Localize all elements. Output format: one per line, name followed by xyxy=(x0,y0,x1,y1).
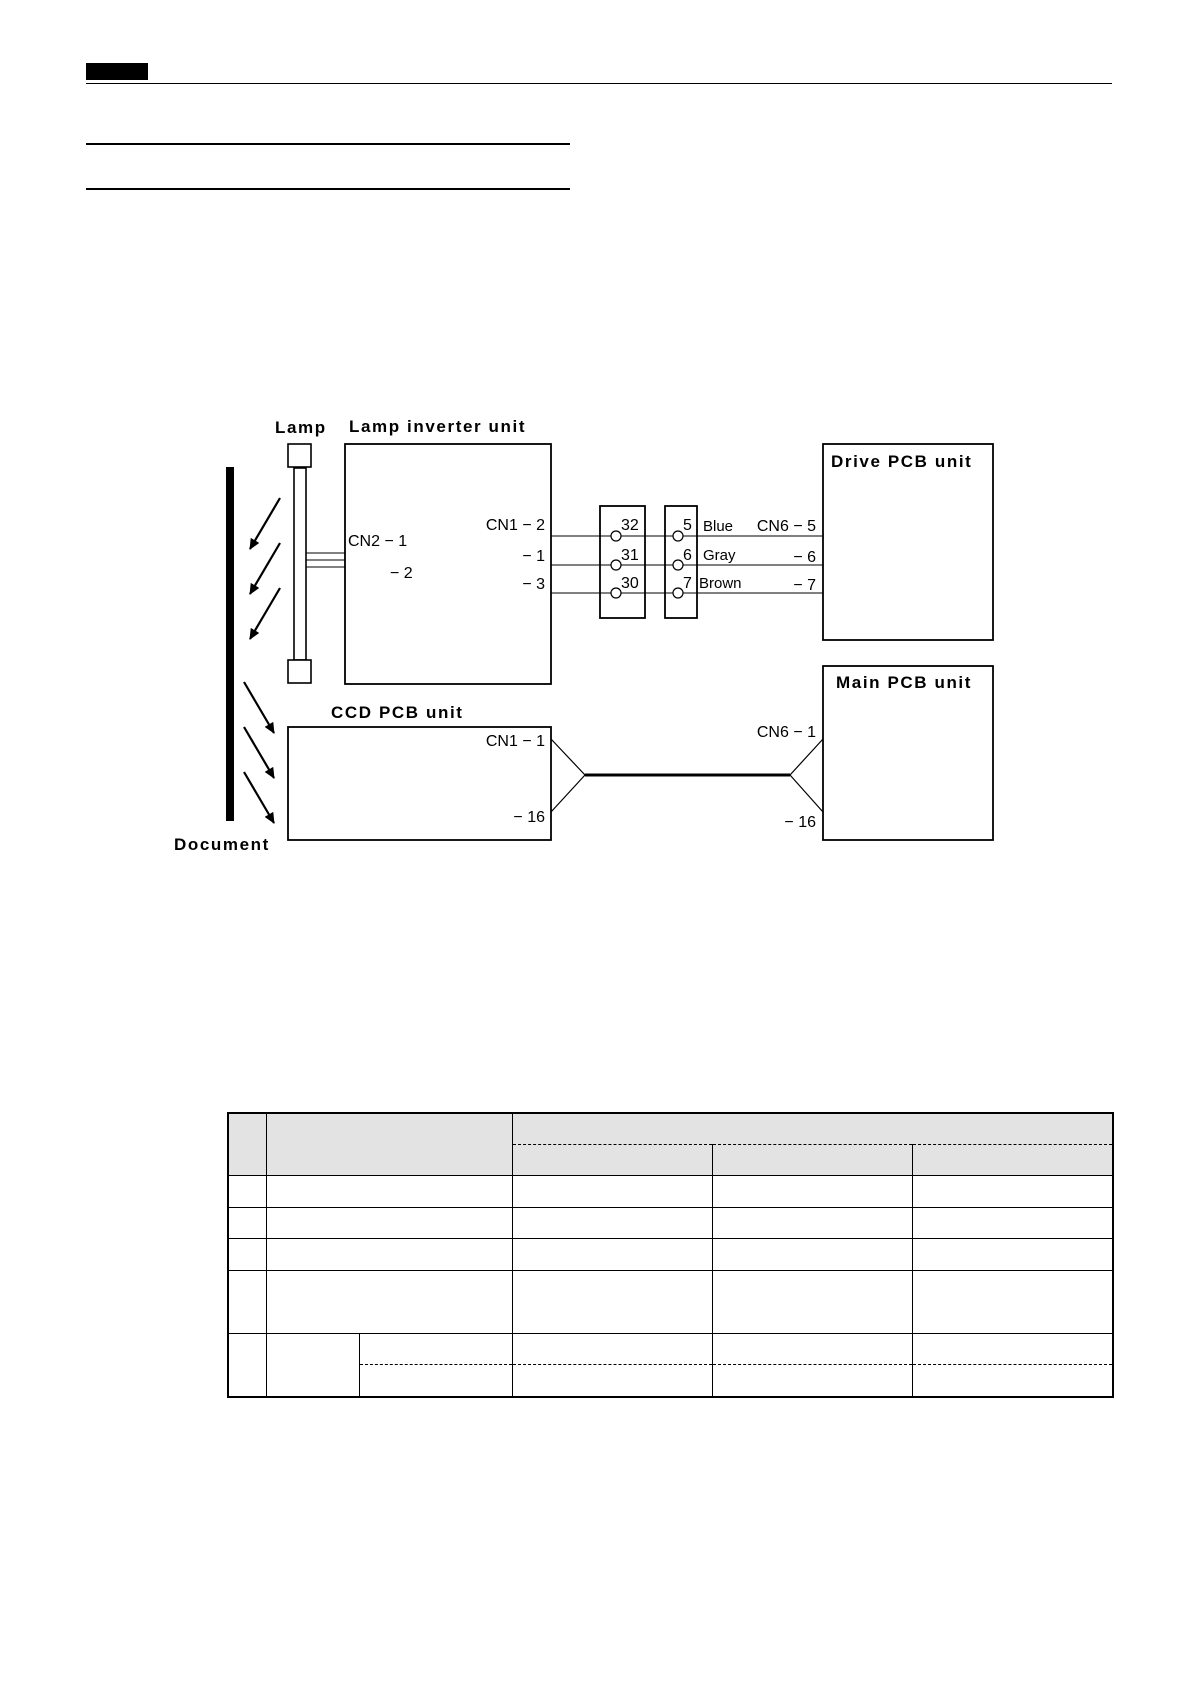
relay-pin-32: 32 xyxy=(621,517,639,534)
main-pcb-label: Main PCB unit xyxy=(836,673,973,692)
inverter-cn1-2: CN1 − 2 xyxy=(485,517,545,534)
wire-color-brown: Brown xyxy=(699,575,742,592)
ccd-harness xyxy=(551,739,823,812)
inverter-cn1-1: − 1 xyxy=(522,548,545,565)
main-cn6-16: − 16 xyxy=(784,814,816,831)
table-subheader xyxy=(912,1144,1113,1175)
table-header-group xyxy=(512,1113,1113,1144)
document-label: Document xyxy=(174,835,270,854)
drive-cn6-7: − 7 xyxy=(793,577,816,594)
table-subheader xyxy=(512,1144,712,1175)
table-row xyxy=(228,1365,1113,1397)
inverter-cn2-2: − 2 xyxy=(390,565,413,582)
main-cn6-1: CN6 − 1 xyxy=(756,724,816,741)
lamp-label: Lamp xyxy=(275,418,327,437)
light-arrows xyxy=(244,498,280,823)
drive-pcb-box xyxy=(823,444,993,640)
ccd-pcb-label: CCD PCB unit xyxy=(331,703,464,722)
table-header-number xyxy=(228,1113,266,1175)
relay-pin-30: 30 xyxy=(621,575,639,592)
inverter-cn2-1: CN2 − 1 xyxy=(348,533,408,550)
lamp-inverter-label: Lamp inverter unit xyxy=(349,417,527,436)
relay-pin-5: 5 xyxy=(683,517,692,534)
relay-pin-31: 31 xyxy=(621,547,639,564)
lamp-tube xyxy=(288,444,311,683)
drive-pcb-label: Drive PCB unit xyxy=(831,452,973,471)
lamp-inverter-box xyxy=(345,444,551,684)
drive-cn6-5: CN6 − 5 xyxy=(756,518,816,535)
wire-color-blue: Blue xyxy=(703,518,734,535)
ccd-cn1-1: CN1 − 1 xyxy=(485,733,545,750)
main-pcb-box xyxy=(823,666,993,840)
relay-pin-6: 6 xyxy=(683,547,692,564)
wire-color-gray: Gray xyxy=(703,547,736,564)
table-row xyxy=(228,1175,1113,1207)
table-header-item xyxy=(266,1113,512,1175)
relay-pin-7: 7 xyxy=(683,575,692,592)
table-row xyxy=(228,1208,1113,1239)
document-bar xyxy=(226,467,234,821)
table-row xyxy=(228,1270,1113,1333)
lamp-leads xyxy=(306,553,345,567)
spec-table xyxy=(227,1112,1112,1398)
inverter-cn1-3: − 3 xyxy=(522,576,545,593)
ccd-cn1-16: − 16 xyxy=(513,809,545,826)
table-subheader xyxy=(712,1144,912,1175)
table-row xyxy=(228,1239,1113,1270)
table-row xyxy=(228,1334,1113,1365)
drive-cn6-6: − 6 xyxy=(793,549,816,566)
